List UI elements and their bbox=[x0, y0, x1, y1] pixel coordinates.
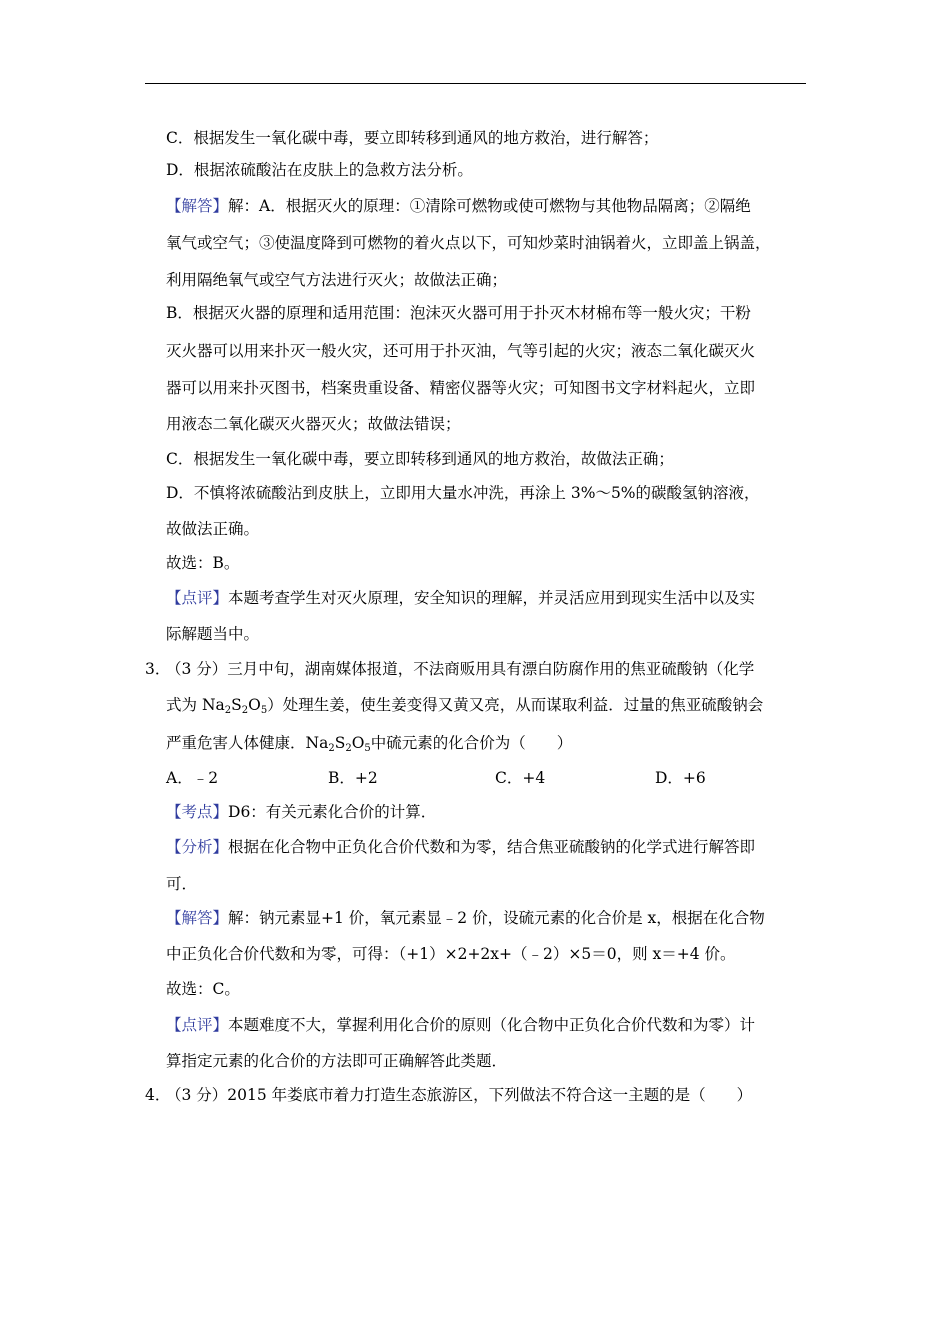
comment-line-2: 际解题当中。 bbox=[166, 625, 260, 643]
answer-a-line-1: 【解答】解：A．根据灭火的原理：①清除可燃物或使可燃物与其他物品隔离；②隔绝 bbox=[166, 197, 751, 215]
q3-stem-line-2: 式为 $Na_2S_2O_5$）处理生姜，使生姜变得又黄又亮，从而谋取利益．过量的焦亚硫酸钠会 bbox=[166, 696, 764, 716]
answer-tag: 【解答】 bbox=[166, 909, 229, 927]
answer-tag: 【解答】 bbox=[166, 197, 229, 215]
q3-answer-line-1: 【解答】解：钠元素显+1 价，氧元素显﹣2 价，设硫元素的化合价是 x，根据在化合物 bbox=[166, 909, 765, 927]
analysis-tag: 【分析】 bbox=[166, 838, 229, 856]
comment-tag: 【点评】 bbox=[166, 589, 229, 607]
answer-b-line-1: B．根据灭火器的原理和适用范围：泡沫灭火器可用于扑灭木材棉布等一般火灾；干粉 bbox=[166, 304, 751, 322]
q3-option-c: C．+4 bbox=[495, 769, 546, 787]
comment-tag: 【点评】 bbox=[166, 1016, 229, 1034]
answer-d-line-1: D．不慎将浓硫酸沾到皮肤上，立即用大量水冲洗，再涂上 3%～5%的碳酸氢钠溶液， bbox=[166, 484, 760, 502]
q4-stem: （3 分）2015 年娄底市着力打造生态旅游区，下列做法不符合这一主题的是（ ） bbox=[166, 1086, 753, 1104]
formula-na2s2o5: $Na_2S_2O_5$ bbox=[305, 734, 371, 754]
header-rule bbox=[145, 83, 806, 84]
answer-b-line-4: 用液态二氧化碳灭火器灭火；故做法错误； bbox=[166, 415, 461, 433]
q4-number: 4． bbox=[145, 1086, 171, 1104]
q3-choice: 故选：C。 bbox=[166, 980, 240, 998]
q3-comment-line-2: 算指定元素的化合价的方法即可正确解答此类题． bbox=[166, 1052, 508, 1070]
q3-option-d: D．+6 bbox=[655, 769, 706, 787]
answer-c: C．根据发生一氧化碳中毒，要立即转移到通风的地方救治，故做法正确； bbox=[166, 450, 674, 468]
q3-analysis-line-2: 可． bbox=[166, 875, 198, 893]
q3-stem-line-1: （3 分）三月中旬，湖南媒体报道，不法商贩用具有漂白防腐作用的焦亚硫酸钠（化学 bbox=[166, 660, 755, 678]
answer-a-line-2: 氧气或空气；③使温度降到可燃物的着火点以下，可知炒菜时油锅着火，立即盖上锅盖， bbox=[166, 234, 771, 252]
q3-comment-line-1: 【点评】本题难度不大，掌握利用化合价的原则（化合物中正负化合价代数和为零）计 bbox=[166, 1016, 756, 1034]
answer-a-line-3: 利用隔绝氧气或空气方法进行灭火；故做法正确； bbox=[166, 271, 508, 289]
formula-na2s2o5: $Na_2S_2O_5$ bbox=[201, 696, 268, 716]
q3-point: 【考点】D6：有关元素化合价的计算． bbox=[166, 803, 437, 821]
q3-analysis-line-1: 【分析】根据在化合物中正负化合价代数和为零，结合焦亚硫酸钠的化学式进行解答即 bbox=[166, 838, 756, 856]
analysis-c: C．根据发生一氧化碳中毒，要立即转移到通风的地方救治，进行解答； bbox=[166, 129, 659, 147]
q3-number: 3． bbox=[145, 660, 171, 678]
q3-option-a: A．﹣2 bbox=[166, 769, 219, 787]
q3-option-b: B．+2 bbox=[328, 769, 378, 787]
answer-b-line-3: 器可以用来扑灭图书，档案贵重设备、精密仪器等火灾；可知图书文字材料起火，立即 bbox=[166, 379, 756, 397]
point-tag: 【考点】 bbox=[166, 803, 229, 821]
analysis-d: D．根据浓硫酸沾在皮肤上的急救方法分析。 bbox=[166, 161, 473, 179]
q3-answer-line-2: 中正负化合价代数和为零，可得：（+1）×2+2x+（﹣2）×5＝0，则 x＝+4 价。 bbox=[166, 945, 736, 963]
q3-stem-line-3: 严重危害人体健康．$Na_2S_2O_5$中硫元素的化合价为（ ） bbox=[166, 734, 573, 754]
answer-d-line-2: 故做法正确。 bbox=[166, 520, 260, 538]
comment-line-1: 【点评】本题考查学生对灭火原理，安全知识的理解，并灵活应用到现实生活中以及实 bbox=[166, 589, 756, 607]
choice-b: 故选：B。 bbox=[166, 554, 240, 572]
answer-b-line-2: 灭火器可以用来扑灭一般火灾，还可用于扑灭油，气等引起的火灾；液态二氧化碳灭火 bbox=[166, 342, 756, 360]
